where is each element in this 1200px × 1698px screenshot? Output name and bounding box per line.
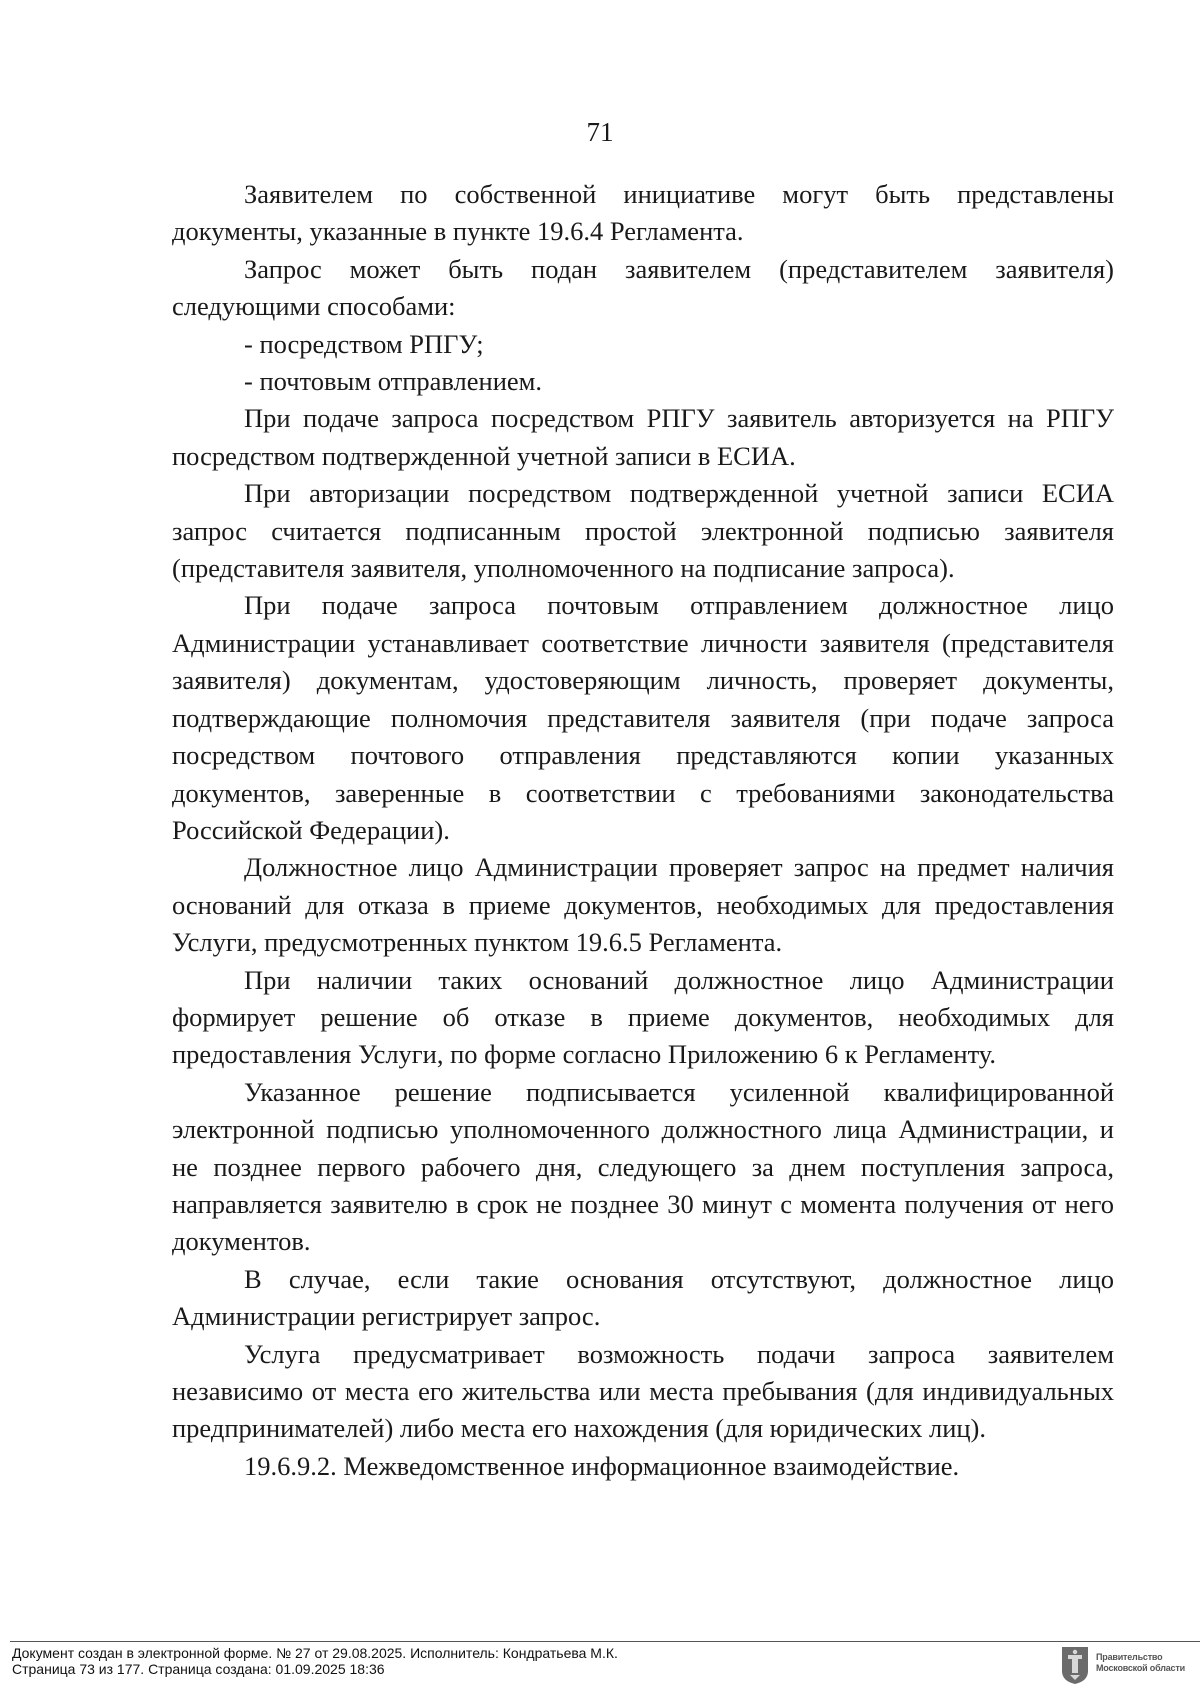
logo-line-1: Правительство xyxy=(1096,1652,1163,1662)
moscow-region-emblem-icon xyxy=(1060,1645,1090,1685)
paragraph: Указанное решение подписывается усиленной квалифицированной электронной подписью уполномоченного должностного лица Администрации, и не позднее первого рабочего дня, следующего за днем поступления запроса, направляется заявителю в срок не позднее 30 минут с момента получения от него документов. xyxy=(172,1076,1114,1257)
footer-page-info: Страница 73 из 177. Страница создана: 01.09.2025 18:36 xyxy=(12,1661,385,1677)
paragraph: Должностное лицо Администрации проверяет запрос на предмет наличия оснований для отказа в приеме документов, необходимых для предоставления Услуги, предусмотренных пунктом 19.6.5 Регламента. xyxy=(172,852,1114,958)
section-heading: 19.6.9.2. Межведомственное информационное взаимодействие. xyxy=(244,1450,960,1481)
footer-divider xyxy=(10,1641,1200,1642)
logo-caption xyxy=(1096,1652,1185,1674)
paragraph: Запрос может быть подан заявителем (представителем заявителя) следующими способами: xyxy=(172,253,1114,322)
government-logo xyxy=(1060,1645,1190,1689)
logo-line-2: Московской области xyxy=(1096,1663,1185,1673)
paragraph: При наличии таких оснований должностное лицо Администрации формирует решение об отказе в приеме документов, необходимых для предоставления Услуги, по форме согласно Приложению 6 к Регламенту. xyxy=(172,964,1114,1070)
document-body xyxy=(172,176,1114,1485)
list-item: - посредством РПГУ; xyxy=(244,328,484,359)
list-item: - почтовым отправлением. xyxy=(244,366,543,397)
paragraph: При подаче запроса почтовым отправлением должностное лицо Администрации устанавливает соответствие личности заявителя (представителя заявителя) документам, удостоверяющим личность, проверяет документы, подтверждающие полномочия представителя заявителя (при подаче запроса посредством почтового отправления представляются копии указанных документов, заверенные в соответствии с требованиями законодательства Российской Федерации). xyxy=(172,590,1114,845)
paragraph: Услуга предусматривает возможность подачи запроса заявителем независимо от места его жительства или места пребывания (для индивидуальных предпринимателей) либо места его нахождения (для юридических лиц). xyxy=(172,1338,1114,1444)
paragraph: Заявителем по собственной инициативе могут быть представлены документы, указанные в пункте 19.6.4 Регламента. xyxy=(172,179,1114,247)
paragraph: При подаче запроса посредством РПГУ заявитель авторизуется на РПГУ посредством подтвержденной учетной записи в ЕСИА. xyxy=(172,403,1114,471)
footer-document-info: Документ создан в электронной форме. № 27 от 29.08.2025. Исполнитель: Кондратьева М.К. xyxy=(12,1645,618,1661)
footer-stamp xyxy=(12,1645,618,1677)
page-number: 71 xyxy=(586,117,614,147)
paragraph: При авторизации посредством подтвержденной учетной записи ЕСИА запрос считается подписанным простой электронной подписью заявителя (представителя заявителя, уполномоченного на подписание запроса). xyxy=(172,478,1114,584)
paragraph: В случае, если такие основания отсутствуют, должностное лицо Администрации регистрирует запрос. xyxy=(172,1263,1114,1332)
